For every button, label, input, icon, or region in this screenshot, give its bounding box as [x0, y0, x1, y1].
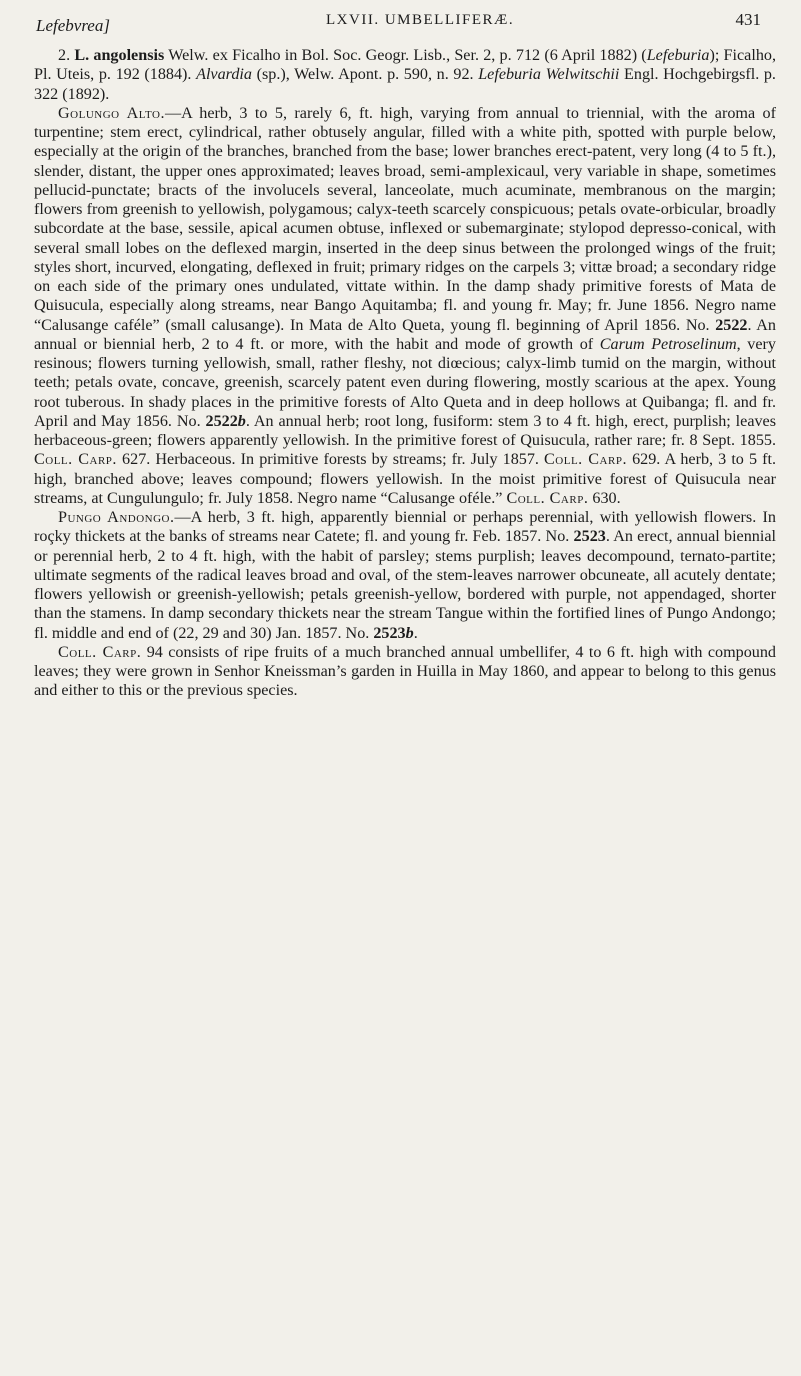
citation-cont: Engl. Hochgebirgsfl. p. 322 (1892).	[34, 66, 776, 103]
pungo-andongo-paragraph	[34, 508, 776, 643]
specimen-number: 2523b	[373, 624, 414, 642]
synonym-lefeburia-welwitschii: Lefeburia Welwitschii	[478, 66, 620, 84]
coll-carp: Coll. Carp.	[506, 489, 589, 507]
running-header	[36, 10, 761, 40]
species-number: 2.	[58, 47, 71, 64]
paragraph-text: —A herb, 3 ft. high, apparently biennial or perhaps perennial, with yellowish flowers. In roçky thickets at the banks of streams near Catete; fl. and young fr. Feb. 1857. No.	[34, 509, 776, 546]
coll-carp: Coll. Carp.	[58, 643, 142, 661]
taxon-name: Carum Petroselinum	[599, 335, 737, 353]
species-heading	[34, 46, 776, 104]
paragraph-text: . An erect, annual biennial or perennial herb, 2 to 4 ft. high, with the habit of parsley; stems purplish; leaves decompound, ternato-partite; ultimate segments of the radical leaves broad and oval, of the stem-leaves narrower obcuneate, all acutely dentate; flowers yellowish or greenish-yellowish; petals greenish-yellow, bordered with purple, not appendaged, shorter than the stamens. In damp secondary thickets near the stream Tangue within the fortified lines of Pungo Andongo; fl. middle and end of (22, 29 and 30) Jan. 1857. No.	[34, 528, 776, 642]
page-number: 431	[735, 10, 761, 29]
golungo-alto-paragraph	[34, 104, 776, 508]
specimen-number: 2523	[573, 528, 606, 546]
header-genus: Lefebvrea]	[36, 16, 110, 35]
paragraph-text: . An annual or biennial herb, 2 to 4 ft. or more, with the habit and mode of growth of	[34, 316, 776, 353]
synonym-lefeburia: Lefeburia	[646, 47, 710, 64]
paragraph-text: 94 consists of ripe fruits of a much branched annual umbellifer, 4 to 6 ft. high with compound leaves; they were grown in Senhor Kneissman’s garden in Huilla in May 1860, and appear to belong to this genus and either to this or the previous species.	[34, 643, 776, 700]
paragraph-text: 629. A herb, 3 to 5 ft. high, branched above; leaves compound; flowers yellowish. In the moist primitive forest of Quisucula near streams, at Cungulungulo; fr. July 1858. Negro name “Calusange oféle.”	[34, 451, 776, 507]
paragraph-text: .	[413, 624, 418, 642]
specimen-number: 2522b	[205, 412, 246, 430]
paragraph-text: 627. Herbaceous. In primitive forests by streams; fr. July 1857.	[116, 451, 545, 469]
coll-carp-94-paragraph	[34, 643, 776, 701]
district-golungo-alto: Golungo Alto.	[58, 104, 165, 122]
coll-carp: Coll. Carp.	[544, 451, 627, 469]
synonym-alvardia: Alvardia	[196, 66, 252, 84]
paragraph-text: , very resinous; flowers turning yellowish, small, rather fleshy, not diœcious; calyx-limb tumid on the margin, without teeth; petals ovate, concave, greenish, scarcely patent even during flowering, mostly scarious at the apex. Young root tuberous. In shady places in the primitive forests of Alto Queta and in deep hollows at Quibanga; fl. and fr. April and May 1856. No.	[34, 335, 776, 430]
paragraph-text: . An annual herb; root long, fusiform: stem 3 to 4 ft. high, erect, purplish; leaves herbaceous-green; flowers apparently yellowish. In the primitive forest of Quisucula, rather rare; fr. 8 Sept. 1855.	[34, 412, 776, 449]
citation-cont: ); Ficalho, Pl. Uteis, p. 192 (1884).	[34, 47, 777, 84]
header-family: LXVII. UMBELLIFERÆ.	[326, 12, 515, 28]
district-pungo-andongo: Pungo Andongo.	[58, 509, 175, 526]
specimen-number: 2522	[715, 316, 748, 334]
species-citation: Welw. ex Ficalho in Bol. Soc. Geogr. Lisb., Ser. 2, p. 712 (6 April 1882) (	[168, 47, 647, 64]
paragraph-text: 630.	[588, 489, 621, 507]
body-text	[34, 46, 776, 701]
coll-carp: Coll. Carp.	[34, 451, 117, 469]
citation-cont: (sp.), Welw. Apont. p. 590, n. 92.	[251, 66, 479, 84]
species-name: L. angolensis	[74, 47, 165, 64]
paragraph-text: —A herb, 3 to 5, rarely 6, ft. high, varying from annual to triennial, with the aroma of turpentine; stem erect, cylindrical, rather obtusely angular, filled with a white pith, spotted with purple below, especially at the origin of the branches, branched from the base; lower branches erect-patent, very long (4 to 5 ft.), slender, distant, the upper ones approximated; leaves broad, semi-amplexicaul, very variable in shape, sometimes pellucid-punctate; bracts of the involucels several, lanceolate, much acuminate, membranous on the margin; flowers from greenish to yellowish, polygamous; calyx-teeth scarcely conspicuous; petals ovate-orbicular, broadly subcordate at the base, sessile, apical acumen obtuse, inflexed or subemarginate; stylopod depresso-conical, with several small lobes on the deflexed margin, inserted in the deep sinus between the prolonged wings of the fruit; styles short, incurved, elongating, deflexed in fruit; primary ridges on the carpels 3; vittæ broad; a secondary ridge on each side of the primary ones undulated, vittate within. In the damp shady primitive forests of Mata de Quisucula, especially along streams, near Bango Aquitamba; fl. and young fr. May; fr. June 1856. Negro name “Calusange cafélе” (small calusange). In Mata de Alto Queta, young fl. beginning of April 1856. No.	[34, 104, 776, 334]
